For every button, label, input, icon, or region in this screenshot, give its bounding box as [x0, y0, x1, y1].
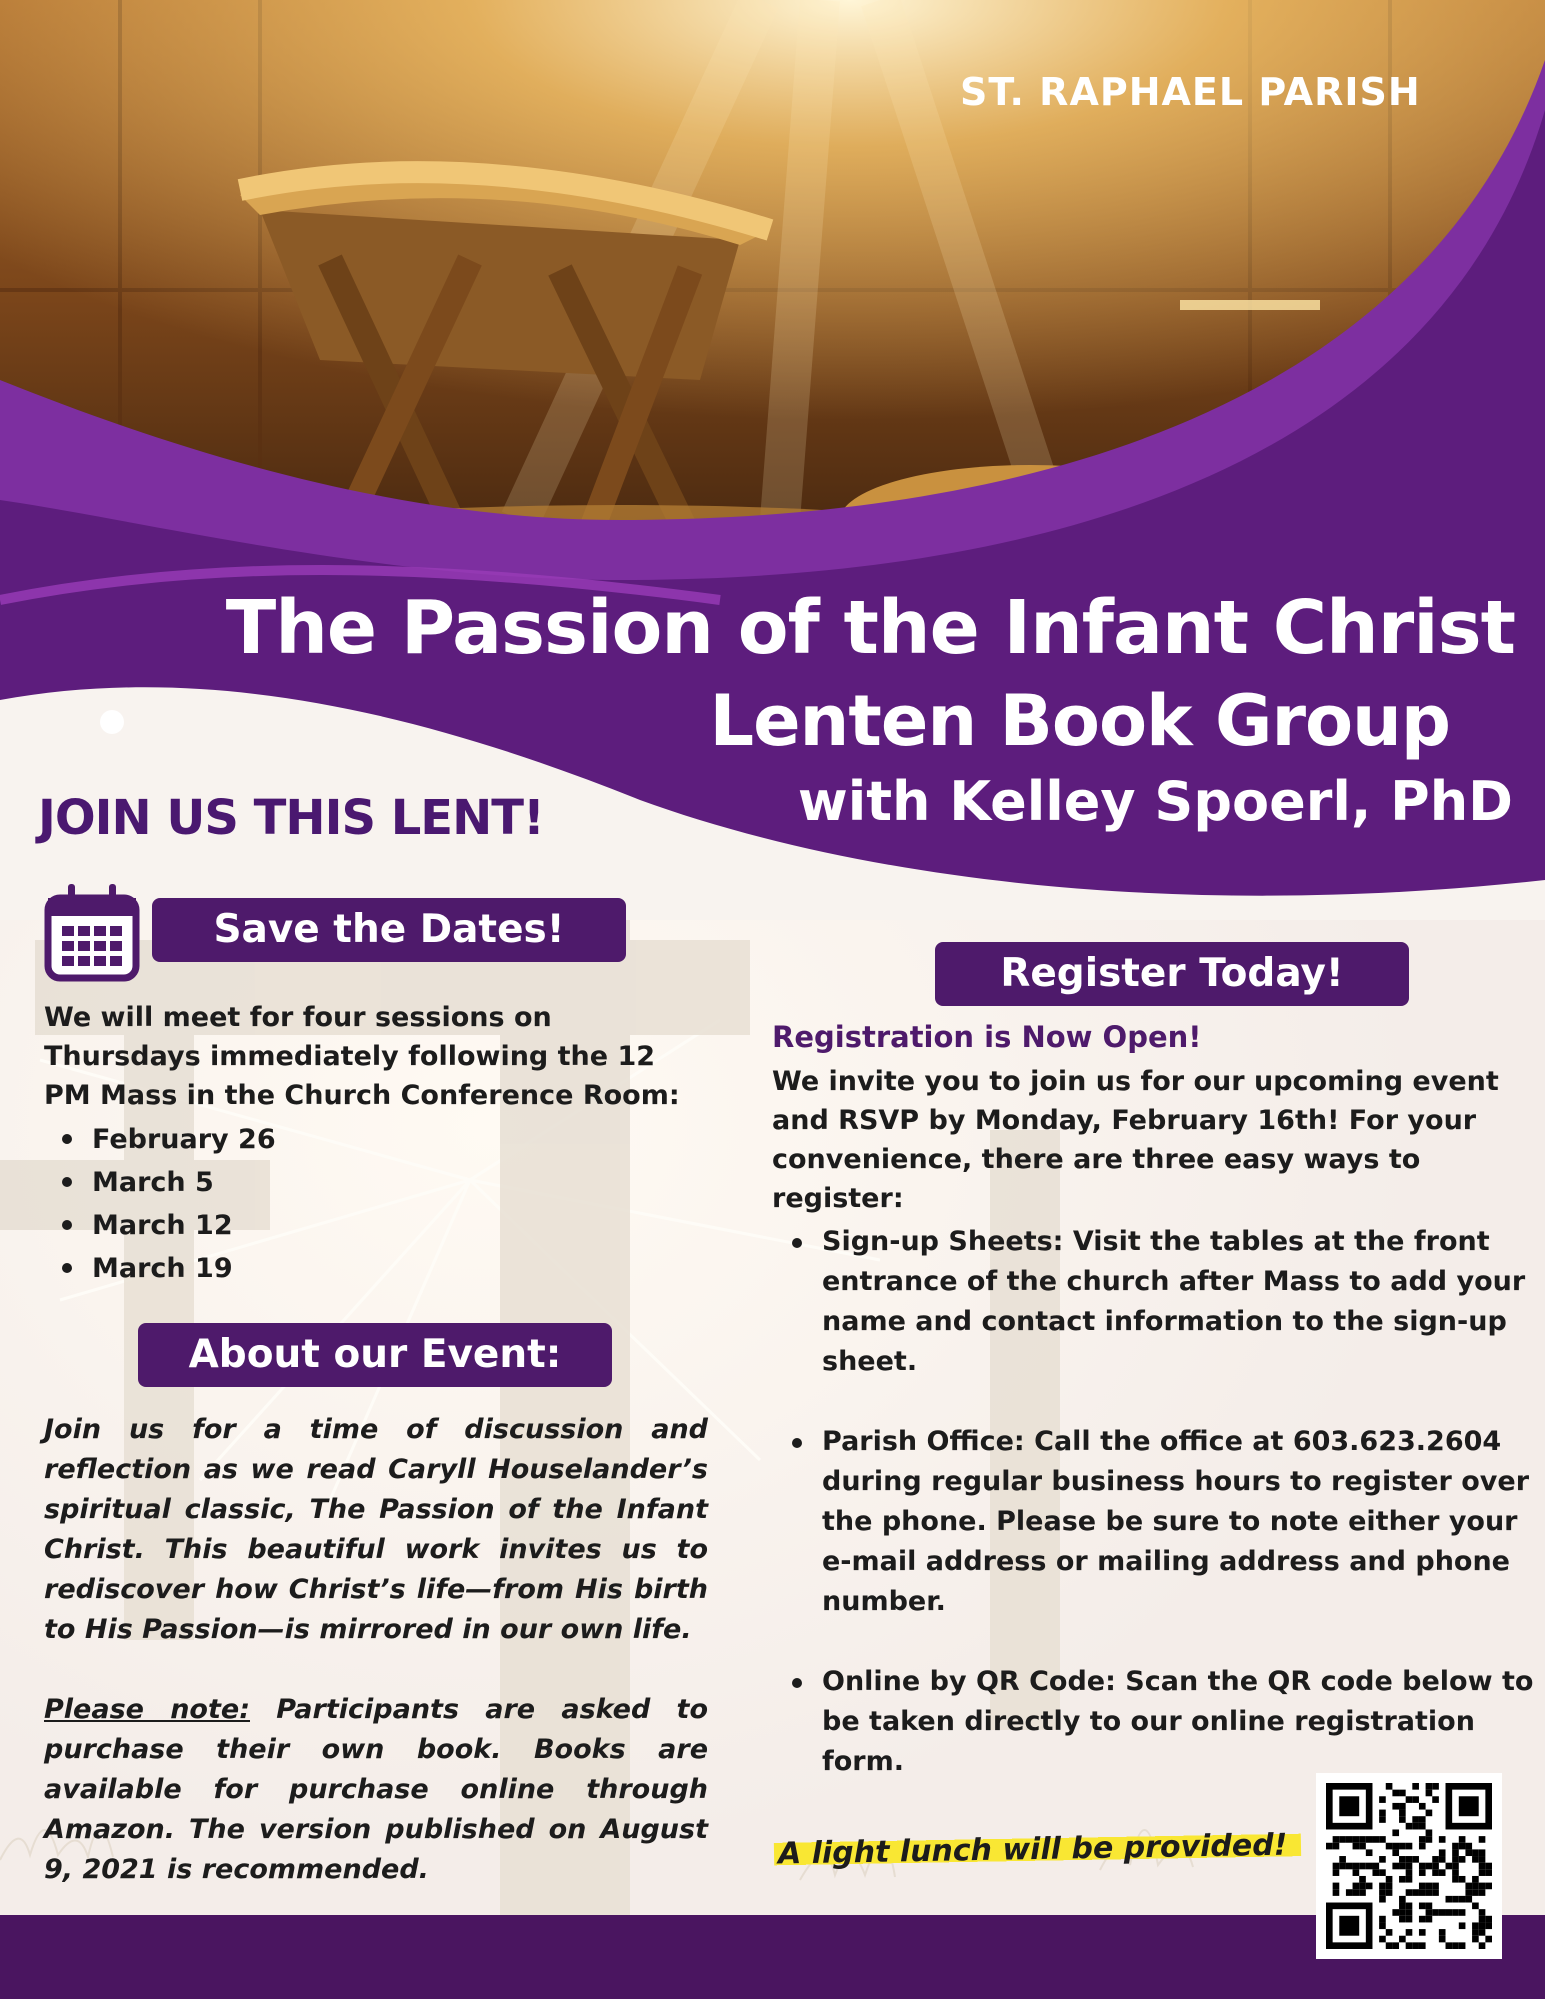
about-paragraph: Join us for a time of discussion and reflection as we read Caryll Houselander’s spiritual classic, The Passion of the Infant Christ. This beautiful work invites us to rediscover how Christ’s life—from His birth to His Passion—is mirrored in our own life. — [44, 1414, 708, 1645]
note-text: Participants are asked to purchase their own book. Books are available for purchase online through Amazon. The version published on August 9, 2021 is recommended. — [44, 1694, 708, 1885]
join-heading: JOIN US THIS LENT! — [38, 790, 544, 846]
event-title: The Passion of the Infant Christ — [225, 585, 1515, 671]
registration-intro: We invite you to join us for our upcoming event and RSVP by Monday, February 16th! For your convenience, there are three easy ways to register: — [772, 1066, 1499, 1214]
parish-name: ST. RAPHAEL PARISH — [960, 70, 1421, 114]
about-event-banner: About our Event: — [138, 1323, 612, 1387]
event-subtitle: Lenten Book Group — [709, 680, 1450, 762]
save-dates-banner: Save the Dates! — [152, 898, 626, 962]
note-paragraph — [44, 1690, 708, 1890]
lunch-note: A light lunch will be provided! — [774, 1827, 1302, 1871]
registration-method: Parish Office: Call the office at 603.623.2604 during regular business hours to register over the phone. Please be sure to note either your e-mail address or mailing address and phone number. — [822, 1422, 1542, 1622]
session-date: February 26 — [92, 1118, 276, 1161]
registration-method: Sign-up Sheets: Visit the tables at the front entrance of the church after Mass to add your name and contact information to the sign-up sheet. — [822, 1222, 1542, 1382]
meeting-description: We will meet for four sessions on Thursdays immediately following the 12 PM Mass in the Church Conference Room: — [44, 1002, 680, 1111]
session-date: March 12 — [92, 1204, 276, 1247]
qr-code-icon[interactable] — [1326, 1783, 1492, 1949]
event-presenter: with Kelley Spoerl, PhD — [797, 770, 1513, 833]
session-dates-list — [44, 1118, 276, 1290]
footer-bar — [0, 1915, 1545, 1999]
registration-method: Online by QR Code: Scan the QR code below to be taken directly to our online registration form. — [822, 1662, 1542, 1782]
registration-open-heading: Registration is Now Open! — [772, 1020, 1202, 1054]
registration-methods-list — [772, 1222, 1542, 1822]
session-date: March 19 — [92, 1247, 276, 1290]
session-date: March 5 — [92, 1161, 276, 1204]
about-event-text — [44, 1410, 708, 1930]
calendar-icon — [44, 882, 140, 982]
qr-code-container[interactable] — [1316, 1773, 1502, 1959]
register-banner: Register Today! — [935, 942, 1409, 1006]
note-label: Please note: — [44, 1694, 250, 1725]
